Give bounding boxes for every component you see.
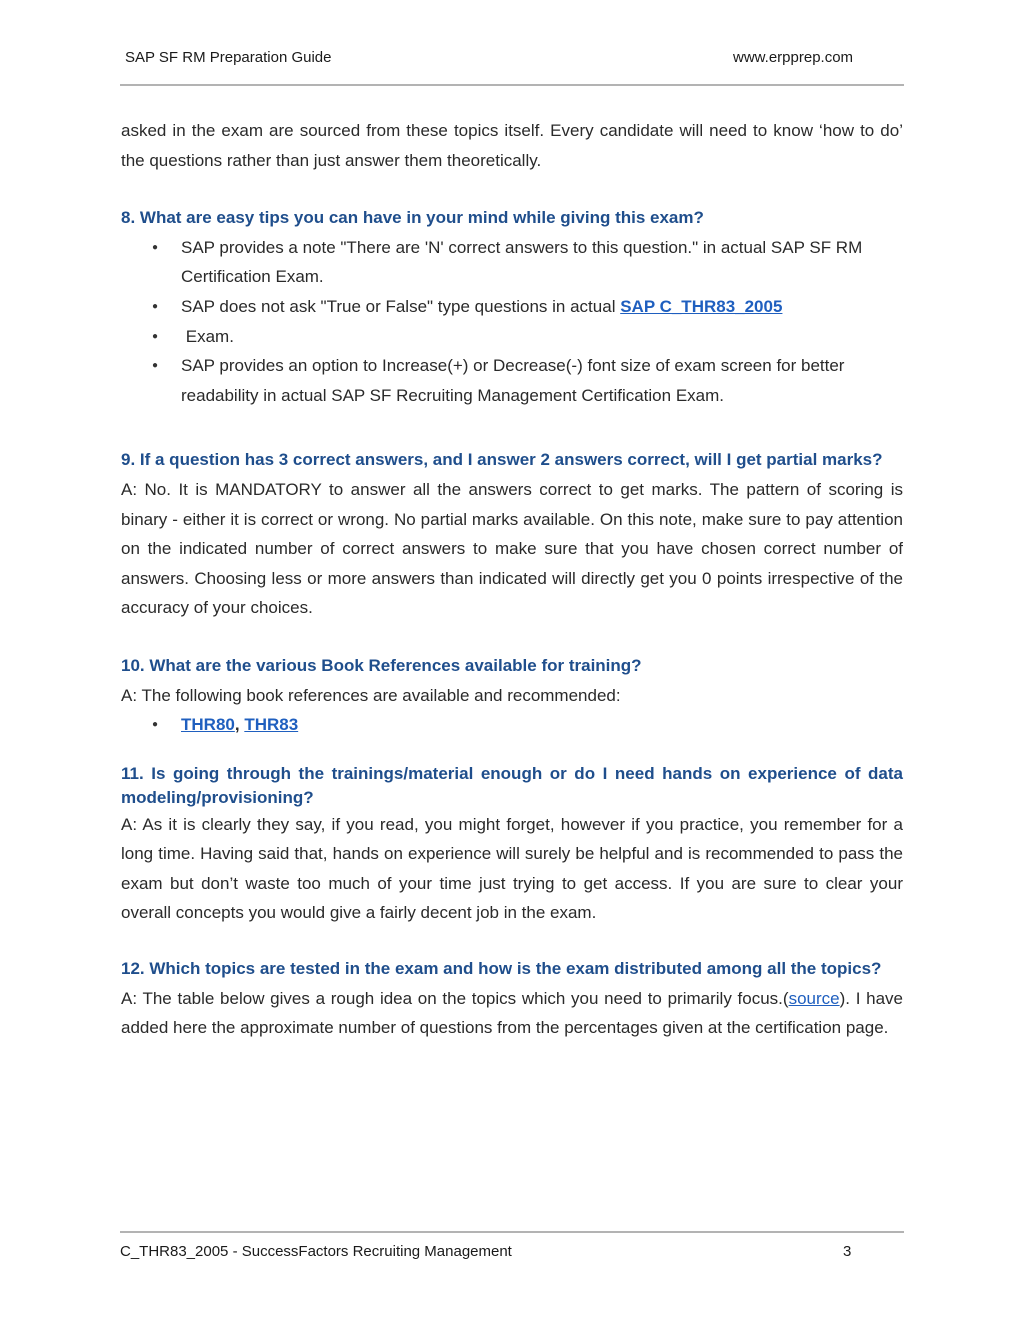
q12-answer-end: ). I have added here the approximate number of questions from the percentages given at the certification page. — [121, 988, 903, 1038]
q8-heading: 8. What are easy tips you can have in your mind while giving this exam? — [121, 208, 704, 228]
page-content — [121, 116, 903, 1043]
q10-answer: A: The following book references are available and recommended: — [121, 685, 621, 705]
list-item — [121, 351, 903, 410]
q9-heading: 9. If a question has 3 correct answers, and I answer 2 answers correct, will I get partial marks? — [121, 450, 883, 470]
source-link[interactable]: source — [788, 988, 840, 1008]
footer-exam-title: C_THR83_2005 - SuccessFactors Recruiting Management — [120, 1243, 512, 1260]
link-separator: , — [234, 715, 245, 735]
list-item — [121, 322, 903, 352]
q8-tip-3: Exam. — [185, 326, 234, 346]
thr83-link[interactable]: THR83 — [244, 715, 299, 735]
list-item — [121, 233, 903, 292]
book-references-list — [121, 710, 903, 740]
q12-heading: 12. Which topics are tested in the exam and how is the exam distributed among all the topics? — [121, 959, 882, 979]
header-website: www.erpprep.com — [733, 49, 854, 66]
q12-answer-start: A: The table below gives a rough idea on the topics which you need to primarily focus.( — [121, 988, 789, 1008]
q9-answer: A: No. It is MANDATORY to answer all the answers correct to get marks. The pattern of scoring is binary - either it is correct or wrong. No partial marks available. On this note, make sure to pay attention on the indicated number of correct answers to make sure that you have chosen correct number of answers. Choosing less or more answers than indicated will directly get you 0 points irrespective of the accuracy of your choices. — [121, 479, 903, 618]
header-divider — [120, 84, 904, 86]
q8-tip-2: SAP does not ask "True or False" type questions in actual — [181, 296, 621, 316]
q8-tip-4: SAP provides an option to Increase(+) or Decrease(-) font size of exam screen for better readability in actual SAP SF Recruiting Management Certification Exam. — [181, 356, 845, 405]
thr80-link[interactable]: THR80 — [181, 715, 235, 735]
intro-paragraph: asked in the exam are sourced from these topics itself. Every candidate will need to know ‘how to do’ the questions rather than just answer them theoretically. — [121, 121, 903, 170]
q12-answer — [121, 984, 903, 1043]
q11-answer: A: As it is clearly they say, if you read, you might forget, however if you practice, you remember for a long time. Having said that, hands on experience will surely be helpful and is recommended to pass the exam but don’t waste too much of your time just trying to get access. If you are sure to clear your overall concepts you would give a fairly decent job in the exam. — [121, 814, 903, 923]
header-title: SAP SF RM Preparation Guide — [125, 49, 332, 66]
q8-tip-1: SAP provides a note "There are 'N' correct answers to this question." in actual SAP SF RM Certification Exam. — [181, 237, 863, 287]
list-item — [121, 292, 903, 322]
q11-heading: 11. Is going through the trainings/material enough or do I need hands on experience of data modeling/provisioning? — [121, 763, 903, 807]
page-number: 3 — [843, 1243, 852, 1260]
q10-heading: 10. What are the various Book References available for training? — [121, 655, 642, 675]
exam-link[interactable]: SAP C_THR83_2005 — [620, 296, 783, 316]
list-item — [121, 710, 903, 740]
q8-tips-list — [121, 233, 903, 411]
footer-divider — [120, 1231, 904, 1233]
